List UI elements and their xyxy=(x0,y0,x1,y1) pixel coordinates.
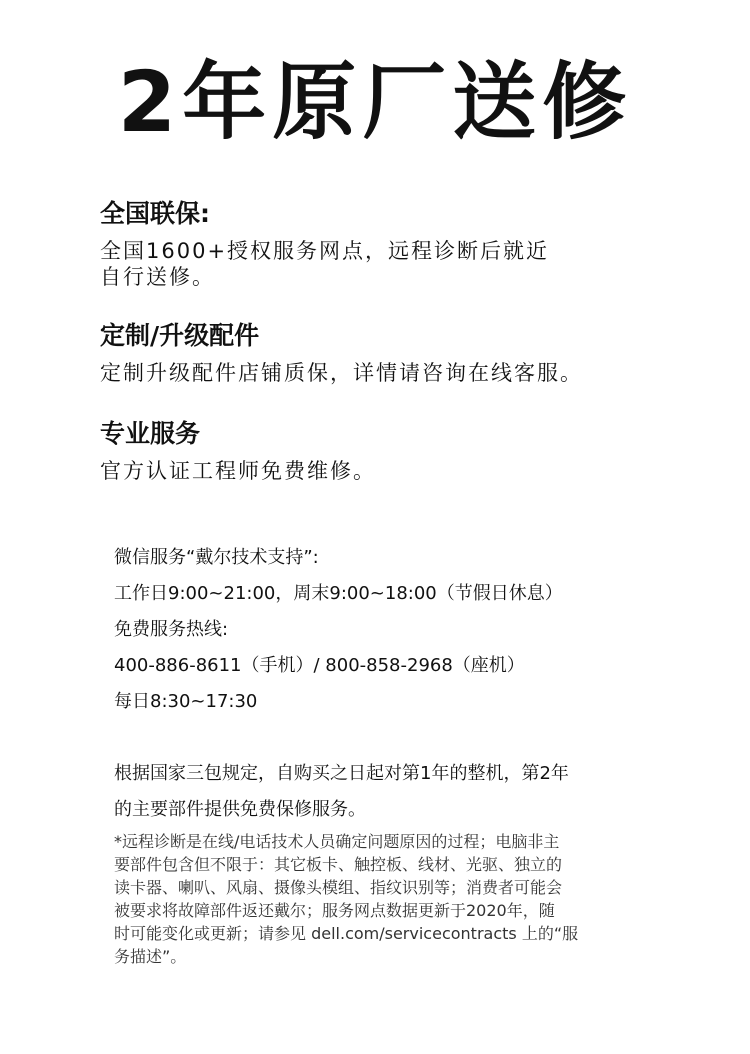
section-body xyxy=(100,238,660,290)
contact-info xyxy=(114,540,674,720)
section-body xyxy=(100,360,660,386)
policy-line: 的主要部件提供免费保修服务。 xyxy=(114,799,366,820)
section-heading: 定制/升级配件 xyxy=(100,321,260,350)
footnote-line: 务描述”。 xyxy=(114,947,187,966)
policy-line: 根据国家三包规定，自购买之日起对第1年的整机，第2年 xyxy=(114,763,569,784)
section-body xyxy=(100,458,660,484)
section-nationwide-warranty xyxy=(100,198,660,290)
hotline-label: 免费服务热线: xyxy=(114,619,229,640)
footnote-line: 时可能变化或更新；请参见 dell.com/servicecontracts 上的“服 xyxy=(114,924,579,943)
section-body-line: 定制升级配件店铺质保，详情请咨询在线客服。 xyxy=(100,361,583,385)
section-body-line: 官方认证工程师免费维修。 xyxy=(100,459,376,483)
footnote-line: *远程诊断是在线/电话技术人员确定问题原因的过程；电脑非主 xyxy=(114,832,560,851)
section-custom-parts xyxy=(100,320,660,386)
section-professional-service xyxy=(100,418,660,484)
hotline-hours: 每日8:30~17:30 xyxy=(114,691,258,712)
hotline-numbers: 400-886-8611（手机）/ 800-858-2968（座机） xyxy=(114,655,525,676)
footnote xyxy=(114,830,654,968)
section-heading: 全国联保: xyxy=(100,199,210,228)
wechat-service: 微信服务“戴尔技术支持”: xyxy=(114,547,319,568)
section-body-line: 自行送修。 xyxy=(100,265,215,289)
footnote-line: 被要求将故障部件返还戴尔；服务网点数据更新于2020年，随 xyxy=(114,901,555,920)
wechat-hours: 工作日9:00~21:00，周末9:00~18:00（节假日休息） xyxy=(114,583,563,604)
section-body-line: 全国1600+授权服务网点，远程诊断后就近 xyxy=(100,239,550,263)
footnote-line: 读卡器、喇叭、风扇、摄像头模组、指纹识别等；消费者可能会 xyxy=(114,878,563,897)
footnote-line: 要部件包含但不限于：其它板卡、触控板、线材、光驱、独立的 xyxy=(114,855,563,874)
warranty-policy xyxy=(114,756,654,828)
section-heading: 专业服务 xyxy=(100,419,201,448)
page-title: 2年原厂送修 xyxy=(117,53,633,151)
